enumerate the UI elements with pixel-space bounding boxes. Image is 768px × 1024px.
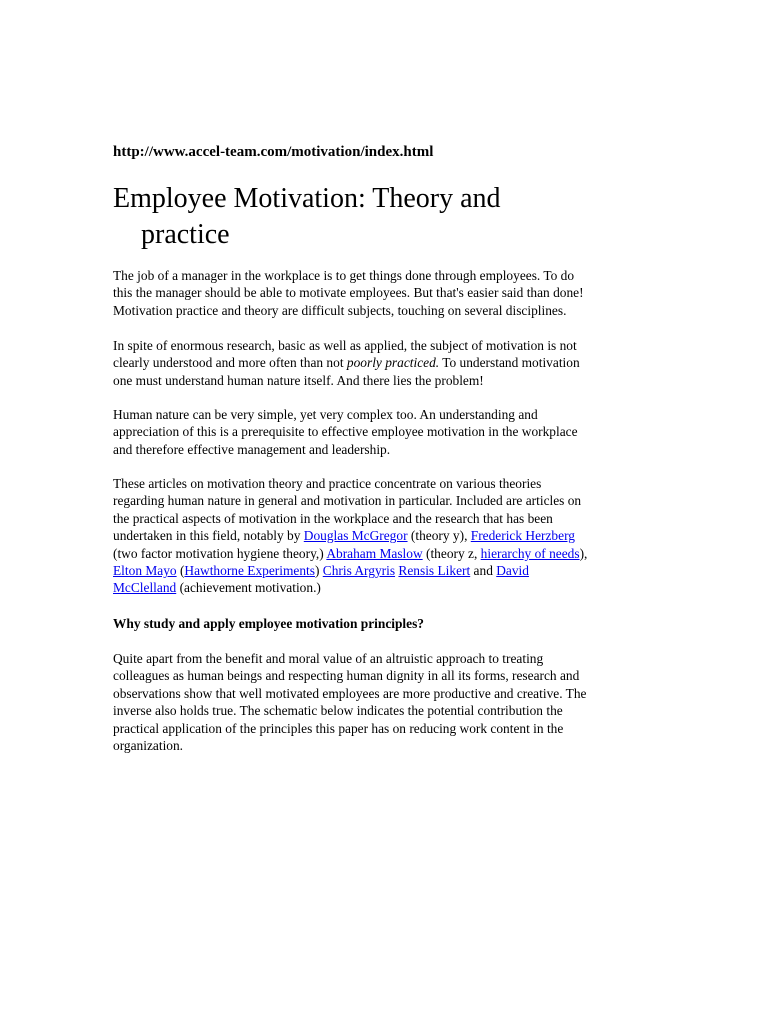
text-run: (theory y), — [407, 528, 471, 544]
title-line-1: Employee Motivation: Theory and — [113, 183, 501, 214]
text-run: clearly understood and more often than not — [113, 355, 347, 371]
paragraph-line: Motivation practice and theory are difficult subjects, touching on several disciplines. — [113, 302, 567, 318]
paragraph-line: In spite of enormous research, basic as well as applied, the subject of motivation is not — [113, 338, 577, 353]
paragraph-line: The job of a manager in the workplace is to get things done through employees. To do — [113, 268, 575, 283]
emphasis-text: poorly practiced. — [346, 355, 440, 371]
link-hierarchy-of-needs[interactable]: hierarchy of needs — [480, 545, 580, 561]
link-frederick-herzberg[interactable]: Frederick Herzberg — [470, 528, 575, 544]
paragraph-line — [113, 527, 653, 544]
paragraph-line: These articles on motivation theory and practice concentrate on various theories — [113, 476, 542, 491]
paragraph-line: and therefore effective management and leadership. — [113, 441, 391, 457]
paragraph-intro — [113, 267, 653, 319]
section-heading: Why study and apply employee motivation principles? — [113, 616, 424, 631]
paragraph-research — [113, 337, 653, 389]
link-david-mcclelland[interactable]: David — [496, 563, 529, 579]
text-run: and — [470, 563, 497, 579]
paragraph-line: regarding human nature in general and motivation in particular. Included are articles on — [113, 493, 582, 509]
link-elton-mayo[interactable]: Elton Mayo — [113, 563, 177, 579]
paragraph-line: one must understand human nature itself. And there lies the problem! — [113, 372, 484, 388]
paragraph-line: the practical aspects of motivation in the workplace and the research that has been — [113, 510, 553, 526]
paragraph-articles — [113, 475, 653, 597]
paragraph-line: practical application of the principles this paper has on reducing work content in the — [113, 720, 564, 736]
link-chris-argyris[interactable]: Chris Argyris — [322, 563, 396, 579]
title-line-2: practice — [141, 219, 230, 250]
link-douglas-mcgregor[interactable]: Douglas McGregor — [303, 528, 408, 544]
link-abraham-maslow[interactable]: Abraham Maslow — [326, 545, 423, 561]
text-run: ), — [579, 545, 588, 561]
paragraph-line: appreciation of this is a prerequisite to effective employee motivation in the workplace — [113, 424, 578, 440]
paragraph-line: Human nature can be very simple, yet very complex too. An understanding and — [113, 407, 538, 422]
text-run: (achievement motivation.) — [176, 580, 321, 596]
text-run: (theory z, — [422, 545, 481, 561]
paragraph-line: colleagues as human beings and respecting human dignity in all its forms, research and — [113, 668, 580, 684]
text-run: undertaken in this field, notably by — [113, 528, 304, 544]
paragraph-line: Quite apart from the benefit and moral value of an altruistic approach to treating — [113, 651, 544, 666]
paragraph-line — [113, 354, 653, 371]
text-run: (two factor motivation hygiene theory,) — [113, 545, 327, 561]
paragraph-line: observations show that well motivated employees are more productive and creative. The — [113, 685, 587, 701]
paragraph-human-nature — [113, 406, 653, 458]
link-david-mcclelland[interactable]: McClelland — [113, 580, 177, 596]
page-title — [113, 181, 653, 253]
link-hawthorne-experiments[interactable]: Hawthorne Experiments — [184, 563, 315, 579]
link-rensis-likert[interactable]: Rensis Likert — [398, 563, 471, 579]
text-run: To understand motivation — [439, 355, 580, 371]
text-run: ( — [176, 563, 185, 579]
paragraph-line — [113, 579, 653, 596]
text-run: ) — [314, 563, 323, 579]
source-url: http://www.accel-team.com/motivation/index.html — [113, 144, 434, 160]
paragraph-line — [113, 545, 653, 562]
paragraph-why-study — [113, 650, 653, 754]
paragraph-line: organization. — [113, 738, 184, 754]
paragraph-line — [113, 562, 653, 579]
paragraph-line: inverse also holds true. The schematic below indicates the potential contribution the — [113, 703, 563, 719]
paragraph-line: this the manager should be able to motivate employees. But that's easier said than done! — [113, 285, 584, 301]
